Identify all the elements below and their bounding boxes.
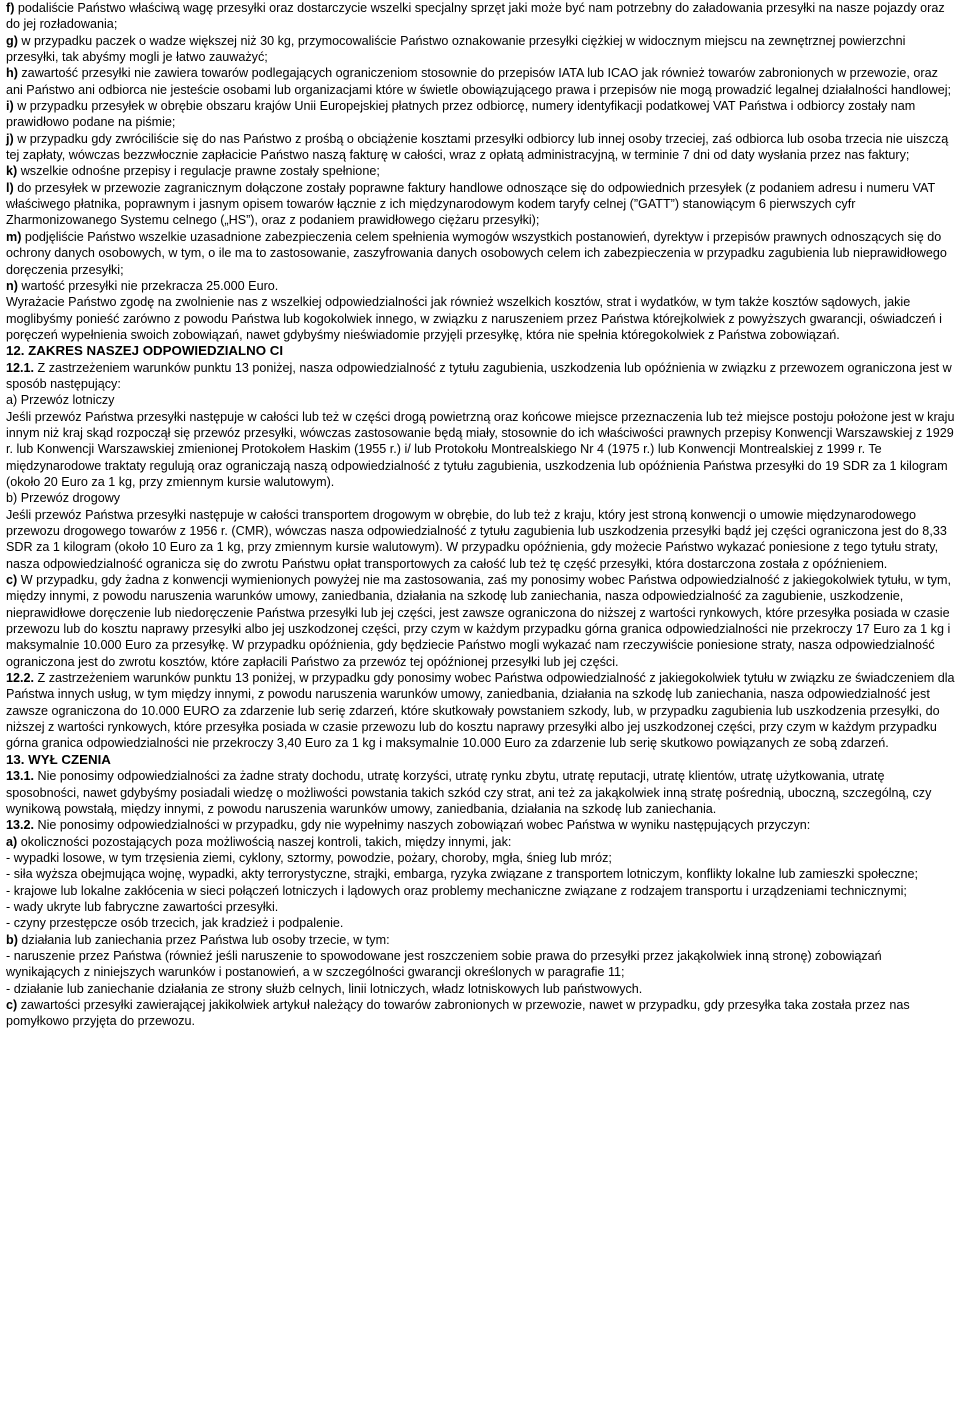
section-heading: 13. WYŁ CZENIA bbox=[6, 751, 111, 767]
clause-text: - naruszenie przez Państwa (równieź jeśli naruszenie to spowodowane jest roszczeniem sobie prawa do przesyłki przez jakąkolwiek inną stronę) zobowiązań wynikających z niniejszych warunków i postanowień, a w szczególności gwarancji określonych w paragrafie 11; bbox=[6, 948, 882, 980]
clause-text: Jeśli przewóz Państwa przesyłki następuje w całości transportem drogowym w obrębie, do lub też z kraju, który jest stroną konwencji o umowie międzynarodowego przewozu drogowego towarów z 1956 r. (CMR), wówczas nasza odpowiedzialność z tytułu zagubienia lub uszkodzenia przesyłki bądź jej części ograniczona jest do 8,33 SDR za 1 kilogram (około 10 Euro za 1 kg, przy zmiennym kursie walutowym). W przypadku opóźnienia, gdy możecie Państwo wykazać poniesione z tego tytułu straty, nasza odpowiedzialność ogranicza się do zwrotu Państwu opłat transportowych za całość lub też tę część przesyłki, która dostarczona została z opóźnieniem. bbox=[6, 507, 947, 571]
clause-item bbox=[6, 163, 957, 179]
clause-item bbox=[6, 768, 957, 817]
clause-label: h) bbox=[6, 66, 18, 81]
clause-text: podjęliście Państwo wszelkie uzasadnione zabezpieczenia celem spełnienia wymogów wszystkich postanowień, dyrektyw i przepisów prawnych odnoszących się do ochrony danych osobowych, w tym, o ile ma to zastosowanie, zaszyfrowania danych osobowych celem ich zabezpieczenia w przypadku zagubienia lub nieprawidłowego doręczenia przesyłki; bbox=[6, 229, 947, 277]
clause-text: Z zastrzeżeniem warunków punktu 13 poniżej, nasza odpowiedzialność z tytułu zagubienia, uszkodzenia lub opóźnienia w związku z przewozem ograniczona jest w sposób następujący: bbox=[6, 360, 952, 391]
clause-text: a) Przewóz lotniczy bbox=[6, 393, 115, 408]
clause-paragraph bbox=[6, 915, 957, 931]
clause-text: Wyrażacie Państwo zgodę na zwolnienie nas z wszelkiej odpowiedzialności jak również wszelkich kosztów, strat i wydatków, w tym także kosztów sądowych, jakie moglibyśmy ponieść zarówno z powodu Państwa lub kogokolwiek innego, w związku z naruszeniem przez Państwa którejkolwiek z powyższych gwarancji, oświadczeń i poręczeń wypełnienia swoich zobowiązań, nawet gdybyśmy nieświadomie przyjęli przesyłkę, która nie spełnia któregokolwiek z Państwa zobowiązań. bbox=[6, 295, 942, 342]
clause-item bbox=[6, 278, 957, 294]
clause-paragraph bbox=[6, 490, 957, 506]
clause-label: j) bbox=[6, 131, 14, 146]
clause-label: 12.2. bbox=[6, 671, 35, 686]
document-body bbox=[6, 0, 957, 1030]
clause-paragraph bbox=[6, 850, 957, 866]
clause-text: okoliczności pozostających poza możliwością naszej kontroli, takich, między innymi, jak: bbox=[17, 834, 512, 849]
clause-text: Z zastrzeżeniem warunków punktu 13 poniżej, w przypadku gdy ponosimy wobec Państwa odpowiedzialność z jakiegokolwiek tytułu w związku ze świadczeniem dla Państwa innych usług, w tym między innymi, z powodu naruszenia warunków umowy, zaniedbania, działania na szkodę lub zaniechania, nasza odpowiedzialność jest zawsze ograniczona do 10.000 EURO za zdarzenie lub serię zdarzeń, które skutkowały powstaniem szkody, lub, w przypadku zagubienia lub uszkodzenia przesyłki, do niższej z wartości rynkowych, które przesyłka posiada w czasie przewozu lub do kosztu naprawy przesyłki albo jej uszkodzonej części, przy czym w każdym przypadku górna granica odpowiedzialności nie przekroczy 3,40 Euro za 1 kg i maksymalnie 10.000 Euro za zdarzenie lub serię skutkowo powiązanych ze sobą zdarzeń. bbox=[6, 671, 955, 751]
clause-text: - krajowe lub lokalne zakłócenia w sieci połączeń lotniczych i lądowych oraz problemy mechaniczne związane z rodzajem transportu i urządzeniami technicznymi; bbox=[6, 883, 907, 898]
clause-item bbox=[6, 817, 957, 833]
clause-text: W przypadku, gdy żadna z konwencji wymienionych powyżej nie ma zastosowania, zaś my ponosimy wobec Państwa odpowiedzialność z jakiegokolwiek tytułu, w tym, między innymi, z powodu naruszenia warunków umowy, zaniedbania, działania na szkodę lub zaniechania, nasza odpowiedzialność za zagubienie, uszkodzenie, nieprawidłowe doręczenie lub niedoręczenie Państwa przesyłki lub jej części, jest zawsze ograniczona do niższej z wartości rynkowych, które przesyłka posiada w czasie przewozu lub do kosztu naprawy przesyłki albo jej uszkodzonej części, przy czym w każdym przypadku górna granica odpowiedzialności nie przekroczy 17 Euro za 1 kg i maksymalnie 10.000 Euro za przesyłkę. W przypadku opóźnienia, gdy będziecie Państwo mogli wykazać nam rzeczywiście poniesione straty, nasza odpowiedzialność ograniczona jest do zwrotu kosztów, które zapłacili Państwo za przewóz tej opóźnionej przesyłki lub jej części. bbox=[6, 573, 951, 669]
clause-text: zawartość przesyłki nie zawiera towarów podlegających ograniczeniom stosownie do przepisów IATA lub ICAO jak również towarów zabronionych w przewozie, oraz ani Państwo ani odbiorca nie jesteście osobami lub organizacjami które w świetle obowiązującego prawa i przepisów nie mogą prowadzić legalnej działalności handlowej; bbox=[6, 66, 952, 97]
clause-text: - wypadki losowe, w tym trzęsienia ziemi, cyklony, sztormy, powodzie, pożary, choroby, mgła, śnieg lub mróz; bbox=[6, 850, 612, 865]
clause-text: - czyny przestępcze osób trzecich, jak kradzież i podpalenie. bbox=[6, 916, 344, 931]
clause-item bbox=[6, 360, 957, 393]
clause-text: Jeśli przewóz Państwa przesyłki następuje w całości lub też w części drogą powietrzną oraz końcowe miejsce przeznaczenia lub też miejsce postoju położone jest w kraju innym niż kraj skąd rozpoczął się przewóz przesyłki, wówczas zastosowanie będą miały, stosownie do ich właściwości prawnych przepisy Konwencji Warszawskiej z 1929 r. lub Konwencji Warszawskiej zmienionej Protokołem Haskim (1955 r.) i/ lub Protokołu Montrealskiego Nr 4 (1975 r.) lub Konwencji Montrealskiej z 1999 r. Te międzynarodowe traktaty regulują oraz ograniczają naszą odpowiedzialność z tytułu zagubienia, uszkodzenia lub opóźnienia Państwa przesyłki do 19 SDR za 1 kilogram (około 20 Euro za 1 kg, przy zmiennym kursie walutowym). bbox=[6, 409, 955, 489]
clause-label: b) bbox=[6, 932, 18, 947]
clause-text: Nie ponosimy odpowiedzialności za żadne straty dochodu, utratę korzyści, utratę rynku zbytu, utratę reputacji, utratę klientów, utratę użytkowania, utratę sposobności, nawet gdybyśmy posiadali wiedzę o możliwości powstania takich szkód czy strat, ani też za jakąkolwiek inną stratę pośrednią, uboczną, szczególną, czy wynikową powstałą, między innymi, z powodu naruszenia warunków umowy, zaniedbania, działania na szkodę lub zaniechania. bbox=[6, 769, 932, 816]
clause-text: - siła wyższa obejmująca wojnę, wypadki, akty terrorystyczne, strajki, embarga, ryzyka związane z transportem lotniczym, konflikty lokalne lub zamieszki społeczne; bbox=[6, 867, 918, 882]
clause-label: a) bbox=[6, 834, 18, 849]
clause-text: działania lub zaniechania przez Państwa lub osoby trzecie, w tym: bbox=[17, 932, 390, 947]
clause-text: wartość przesyłki nie przekracza 25.000 Euro. bbox=[17, 278, 279, 293]
clause-item bbox=[6, 33, 957, 66]
clause-item bbox=[6, 131, 957, 164]
clause-text: w przypadku przesyłek w obrębie obszaru krajów Unii Europejskiej płatnych przez odbiorcę, numery identyfikacji podatkowej VAT Państwa i odbiorcy zostały nam prawidłowo podane na piśmie; bbox=[6, 99, 916, 130]
clause-label: c) bbox=[6, 997, 18, 1012]
clause-text: w przypadku paczek o wadze większej niż 30 kg, przymocowaliście Państwo oznakowanie przesyłki ciężkiej w widocznym miejscu na zewnętrznej powierzchni przesyłki, tak abyśmy mogli je łatwo zauważyć; bbox=[6, 33, 906, 65]
clause-item bbox=[6, 180, 957, 229]
clause-item bbox=[6, 229, 957, 278]
clause-label: c) bbox=[6, 573, 18, 588]
clause-paragraph bbox=[6, 948, 957, 981]
clause-paragraph bbox=[6, 392, 957, 408]
clause-item bbox=[6, 997, 957, 1030]
clause-text: w przypadku gdy zwróciliście się do nas Państwo z prośbą o obciążenie kosztami przesyłki odbiorcy lub innej osoby trzeciej, zaś odbiorca lub osoba trzecia nie uiszczą tej zapłaty, wówczas bezzwłocznie zapłacicie Państwo naszą fakturę w całości, wraz z opłatą administracyjną, w terminie 7 dni od daty wysłania przez nas faktury; bbox=[6, 131, 949, 163]
clause-text: wszelkie odnośne przepisy i regulacje prawne zostały spełnione; bbox=[17, 164, 380, 179]
clause-label: 13.1. bbox=[6, 769, 35, 784]
clause-label: f) bbox=[6, 1, 15, 15]
clause-paragraph bbox=[6, 899, 957, 915]
clause-text: Nie ponosimy odpowiedzialności w przypadku, gdy nie wypełnimy naszych zobowiązań wobec Państwa w wyniku następujących przyczyn: bbox=[34, 818, 811, 833]
clause-text: - działanie lub zaniechanie działania ze strony służb celnych, linii lotniczych, władz lotniskowych lub państwowych. bbox=[6, 981, 643, 996]
clause-label: k) bbox=[6, 164, 18, 179]
clause-paragraph bbox=[6, 866, 957, 882]
clause-paragraph bbox=[6, 507, 957, 572]
clause-item bbox=[6, 65, 957, 98]
clause-item bbox=[6, 932, 957, 948]
clause-paragraph bbox=[6, 409, 957, 491]
clause-paragraph bbox=[6, 981, 957, 997]
clause-item bbox=[6, 670, 957, 752]
clause-paragraph bbox=[6, 294, 957, 343]
clause-item bbox=[6, 98, 957, 131]
clause-item bbox=[6, 0, 957, 33]
clause-text: zawartości przesyłki zawierającej jakikolwiek artykuł należący do towarów zabronionych w przewozie, nawet w przypadku, gdy przesyłka taka została przez nas pomyłkowo przyjęta do przewozu. bbox=[6, 997, 910, 1029]
clause-text: b) Przewóz drogowy bbox=[6, 491, 121, 506]
clause-item bbox=[6, 834, 957, 850]
clause-text: podaliście Państwo właściwą wagę przesyłki oraz dostarczycie wszelki specjalny sprzęt jaki może być nam potrzebny do załadowania przesyłki na nasze pojazdy oraz do jej rozładowania; bbox=[6, 1, 945, 32]
clause-label: g) bbox=[6, 33, 18, 48]
clause-label: i) bbox=[6, 99, 14, 114]
clause-label: n) bbox=[6, 278, 18, 293]
clause-label: 12.1. bbox=[6, 360, 35, 375]
clause-text: - wady ukryte lub fabryczne zawartości przesyłki. bbox=[6, 899, 279, 914]
clause-item bbox=[6, 572, 957, 670]
clause-text: do przesyłek w przewozie zagranicznym dołączone zostały poprawne faktury handlowe odnoszące się do odpowiednich przesyłek (z podaniem adresu i numeru VAT właściwego płatnika, poprawnym i jasnym opisem towarów łącznie z ich międzynarodowym kodem taryfy celnej (”GATT”) stanowiącym 6 pierwszych cyfr Zharmonizowanego Systemu celnego („HS”), oraz z podaniem prawidłowego ciężaru przesyłki); bbox=[6, 180, 935, 228]
clause-label: 13.2. bbox=[6, 818, 35, 833]
clause-paragraph bbox=[6, 883, 957, 899]
clause-label: m) bbox=[6, 229, 22, 244]
section-heading: 12. ZAKRES NASZEJ ODPOWIEDZIALNO CI bbox=[6, 343, 284, 359]
clause-label: l) bbox=[6, 180, 14, 195]
